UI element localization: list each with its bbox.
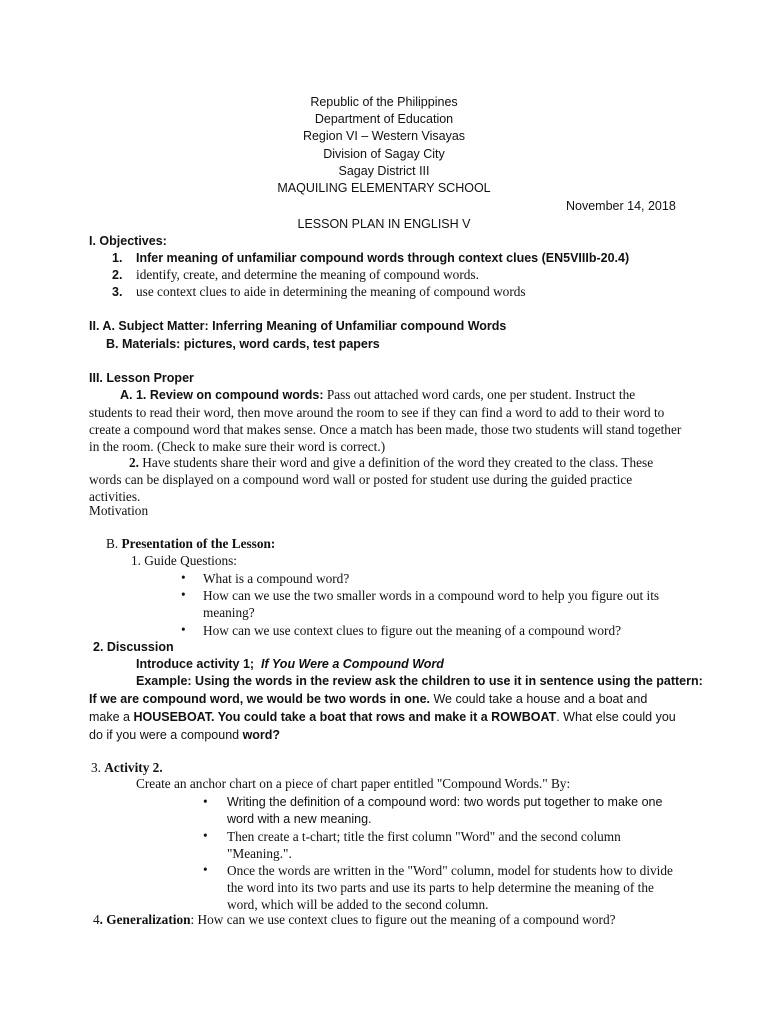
question-1: What is a compound word? bbox=[203, 571, 350, 586]
example-line-3-a: make a bbox=[89, 710, 134, 724]
objectives-heading: I. Objectives: bbox=[89, 234, 167, 248]
generalization-label: . Generalization bbox=[99, 912, 191, 927]
example-line-4-b: word? bbox=[242, 728, 281, 742]
example-line-4-a: do if you were a compound bbox=[89, 728, 243, 742]
activity2-bullet-2: Then create a t-chart; title the first column "Word" and the second column "Meaning.". bbox=[227, 829, 621, 861]
example-line-2 bbox=[89, 691, 647, 707]
share-paragraph bbox=[89, 454, 682, 505]
header-district: Sagay District III bbox=[338, 164, 430, 178]
header-department: Department of Education bbox=[314, 112, 454, 126]
guide-questions-heading: 1. Guide Questions: bbox=[131, 553, 237, 568]
header-division: Division of Sagay City bbox=[323, 147, 445, 161]
activity2-intro: Create an anchor chart on a piece of chart paper entitled "Compound Words." By: bbox=[136, 776, 571, 791]
objective-3-number: 3. bbox=[112, 285, 123, 299]
example-line-1: Example: Using the words in the review ask the children to use it in sentence using the pattern: bbox=[136, 674, 703, 688]
example-line-3-c: . What else could you bbox=[556, 710, 676, 724]
example-line-4 bbox=[89, 727, 280, 743]
materials: B. Materials: pictures, word cards, test papers bbox=[106, 337, 380, 351]
example-line-2-bold: If we are compound word, we would be two words in one. bbox=[89, 692, 430, 706]
objective-1-number: 1. bbox=[112, 251, 123, 265]
bullet-icon: • bbox=[203, 862, 208, 877]
header-region: Region VI – Western Visayas bbox=[302, 129, 466, 143]
lesson-proper-heading: III. Lesson Proper bbox=[89, 371, 194, 385]
question-2: How can we use the two smaller words in a compound word to help you figure out its meaning? bbox=[203, 588, 660, 620]
review-label: A. 1. Review on compound words: bbox=[120, 388, 324, 402]
example-line-3 bbox=[89, 709, 676, 725]
header-republic: Republic of the Philippines bbox=[310, 95, 458, 109]
review-paragraph bbox=[89, 386, 682, 455]
activity1-label: Introduce activity 1; bbox=[136, 657, 255, 671]
activity2-label: Activity 2. bbox=[104, 760, 163, 775]
lesson-date: November 14, 2018 bbox=[566, 199, 676, 213]
activity2-number: 3. bbox=[91, 760, 105, 775]
bullet-icon: • bbox=[181, 587, 186, 602]
motivation: Motivation bbox=[89, 503, 149, 518]
activity1-title: If You Were a Compound Word bbox=[261, 657, 444, 671]
activity2-bullet-1: Writing the definition of a compound word: two words put together to make one word with a new meaning. bbox=[227, 795, 663, 826]
generalization-number: 4 bbox=[93, 912, 100, 927]
review-text: Pass out attached word cards, one per student. Instruct the students to read their word, then move around the room to see if they can find a word to add to their word to create a compound word that makes sense. Once a match has been made, those two students will stand together in the room. (Check to make sure their word is correct.) bbox=[89, 387, 682, 454]
lesson-title: LESSON PLAN IN ENGLISH V bbox=[297, 217, 471, 231]
presentation-label: Presentation of the Lesson: bbox=[121, 536, 276, 551]
header-school: MAQUILING ELEMENTARY SCHOOL bbox=[277, 181, 491, 195]
bullet-icon: • bbox=[203, 794, 208, 809]
subject-matter: II. A. Subject Matter: Inferring Meaning of Unfamiliar compound Words bbox=[89, 319, 507, 333]
bullet-icon: • bbox=[181, 622, 186, 637]
objective-1-text: Infer meaning of unfamiliar compound words through context clues (EN5VIIIb-20.4) bbox=[136, 251, 630, 265]
discussion-heading: 2. Discussion bbox=[93, 640, 174, 654]
share-text: Have students share their word and give a definition of the word they created to the class. These words can be displayed on a compound word wall or posted for student use during the guided practice activities. bbox=[89, 455, 654, 504]
objective-3-text: use context clues to aide in determining the meaning of compound words bbox=[136, 284, 526, 299]
activity1-line bbox=[136, 656, 444, 672]
example-line-3-b: HOUSEBOAT. You could take a boat that rows and make it a ROWBOAT bbox=[133, 710, 557, 724]
objective-2-number: 2. bbox=[112, 268, 123, 282]
activity2-bullet-3: Once the words are written in the "Word" column, model for students how to divide the word into its two parts and use its parts to help determine the meaning of the word, which will be added to the second column. bbox=[227, 863, 673, 912]
question-3: How can we use context clues to figure out the meaning of a compound word? bbox=[203, 623, 621, 638]
generalization-text: : How can we use context clues to figure out the meaning of a compound word? bbox=[190, 912, 616, 927]
generalization bbox=[93, 912, 616, 928]
presentation-heading bbox=[106, 536, 275, 552]
share-label: 2. bbox=[129, 455, 139, 470]
activity2-heading bbox=[91, 760, 163, 776]
presentation-prefix: B. bbox=[106, 536, 122, 551]
bullet-icon: • bbox=[181, 570, 186, 585]
bullet-icon: • bbox=[203, 828, 208, 843]
example-line-2-rest: We could take a house and a boat and bbox=[430, 692, 648, 706]
objective-2-text: identify, create, and determine the meaning of compound words. bbox=[136, 267, 479, 282]
